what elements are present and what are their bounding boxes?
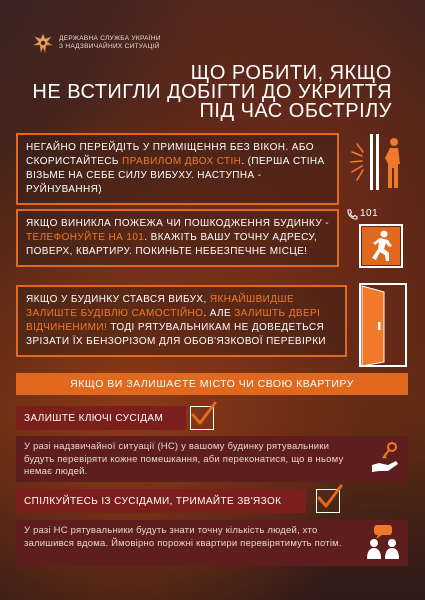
org-name bbox=[59, 35, 161, 51]
open-door-icon bbox=[358, 282, 408, 368]
card3-accent-2: ЗАЛИШТЬ ДВЕРІ ВІДЧИНЕНИМИ! bbox=[26, 308, 321, 333]
tag-talk-neighbors: СПІЛКУЙТЕСЬ ІЗ СУСІДАМИ, ТРИМАЙТЕ ЗВ'ЯЗОК bbox=[16, 489, 306, 513]
info-talk-neighbors bbox=[16, 520, 408, 566]
card3-text-2: . АЛЕ bbox=[203, 308, 235, 319]
section-banner: ЯКЩО ВИ ЗАЛИШАЄТЕ МІСТО ЧИ СВОЮ КВАРТИРУ bbox=[16, 373, 408, 395]
person-behind-wall-icon bbox=[348, 130, 410, 192]
card1-text-1: НЕГАЙНО ПЕРЕЙДІТЬ У ПРИМІЩЕННЯ БЕЗ ВІКОН. АБО СКОРИСТАЙТЕСЬ bbox=[26, 142, 314, 167]
checkbox-icon bbox=[316, 489, 340, 513]
ses-emblem-icon bbox=[33, 33, 53, 53]
card3-text-3: ТОДІ РЯТУВАЛЬНИКАМ НЕ ДОВЕДЕТЬСЯ ЗРІЗАТИ ЇХ БЕНЗОРІЗОМ ДЛЯ ОБОВ'ЯЗКОВОЇ ПЕРЕВІРКИ bbox=[26, 322, 327, 347]
emergency-exit-icon bbox=[358, 223, 404, 269]
checkbox-icon bbox=[190, 406, 214, 430]
title-line-1: ЩО РОБИТИ, ЯКЩО bbox=[190, 62, 392, 84]
neighbors-talk-icon bbox=[366, 525, 400, 561]
hand-keys-icon bbox=[370, 441, 400, 475]
card1-accent: ПРАВИЛОМ ДВОХ СТІН bbox=[122, 156, 242, 167]
card2-text-2: . ВКАЖІТЬ ВАШУ ТОЧНУ АДРЕСУ, ПОВЕРХ, КВАРТИРУ. ПОКИНЬТЕ НЕБЕЗПЕЧНЕ МІСЦЕ! bbox=[26, 232, 317, 257]
card-fire-call bbox=[16, 209, 339, 267]
tag-leave-keys: ЗАЛИШТЕ КЛЮЧІ СУСІДАМ bbox=[16, 406, 186, 430]
card-explosion bbox=[16, 285, 347, 357]
card-two-walls bbox=[16, 133, 339, 205]
info-leave-keys-text: У разі надзвичайної ситуації (НС) у вашому будинку рятувальники будуть перевіряти кожне помешкання, аби переконатися, що в ньому немає людей. bbox=[24, 441, 344, 477]
info-leave-keys bbox=[16, 436, 408, 482]
title-line-2: НЕ ВСТИГЛИ ДОБІГТИ ДО УКРИТТЯ bbox=[32, 81, 392, 103]
card2-text-1: ЯКЩО ВИНИКЛА ПОЖЕЖА ЧИ ПОШКОДЖЕННЯ БУДИНКУ - bbox=[26, 218, 329, 229]
header bbox=[33, 33, 161, 53]
card1-text-2: . (ПЕРША СТІНА ВІЗЬМЕ НА СЕБЕ СИЛУ ВИБУХУ. НАСТУПНА - РУЙНУВАННЯ) bbox=[26, 156, 325, 195]
org-line-2: З НАДЗВИЧАЙНИХ СИТУАЦІЙ bbox=[59, 43, 160, 50]
card3-text-1: ЯКЩО У БУДИНКУ СТАВСЯ ВИБУХ, bbox=[26, 294, 210, 305]
card2-accent: ТЕЛЕФОНУЙТЕ НА 101 bbox=[26, 232, 145, 243]
title-line-3: ПІД ЧАС ОБСТРІЛУ bbox=[199, 100, 392, 122]
emergency-exit-graphic bbox=[346, 205, 408, 271]
info-talk-neighbors-text: У разі НС рятувальники будуть знати точну кількість людей, хто залишився вдома. Ймовірно порожні квартири перевірятимуть потім. bbox=[24, 525, 342, 549]
card3-accent-1: ЯКНАЙШВИДШЕ ЗАЛИШТЕ БУДІВЛЮ САМОСТІЙНО bbox=[26, 294, 295, 319]
org-line-1: ДЕРЖАВНА СЛУЖБА УКРАЇНИ bbox=[59, 35, 161, 42]
phone-number: 101 bbox=[360, 208, 379, 219]
page-title bbox=[32, 64, 392, 121]
phone-icon bbox=[346, 209, 358, 221]
